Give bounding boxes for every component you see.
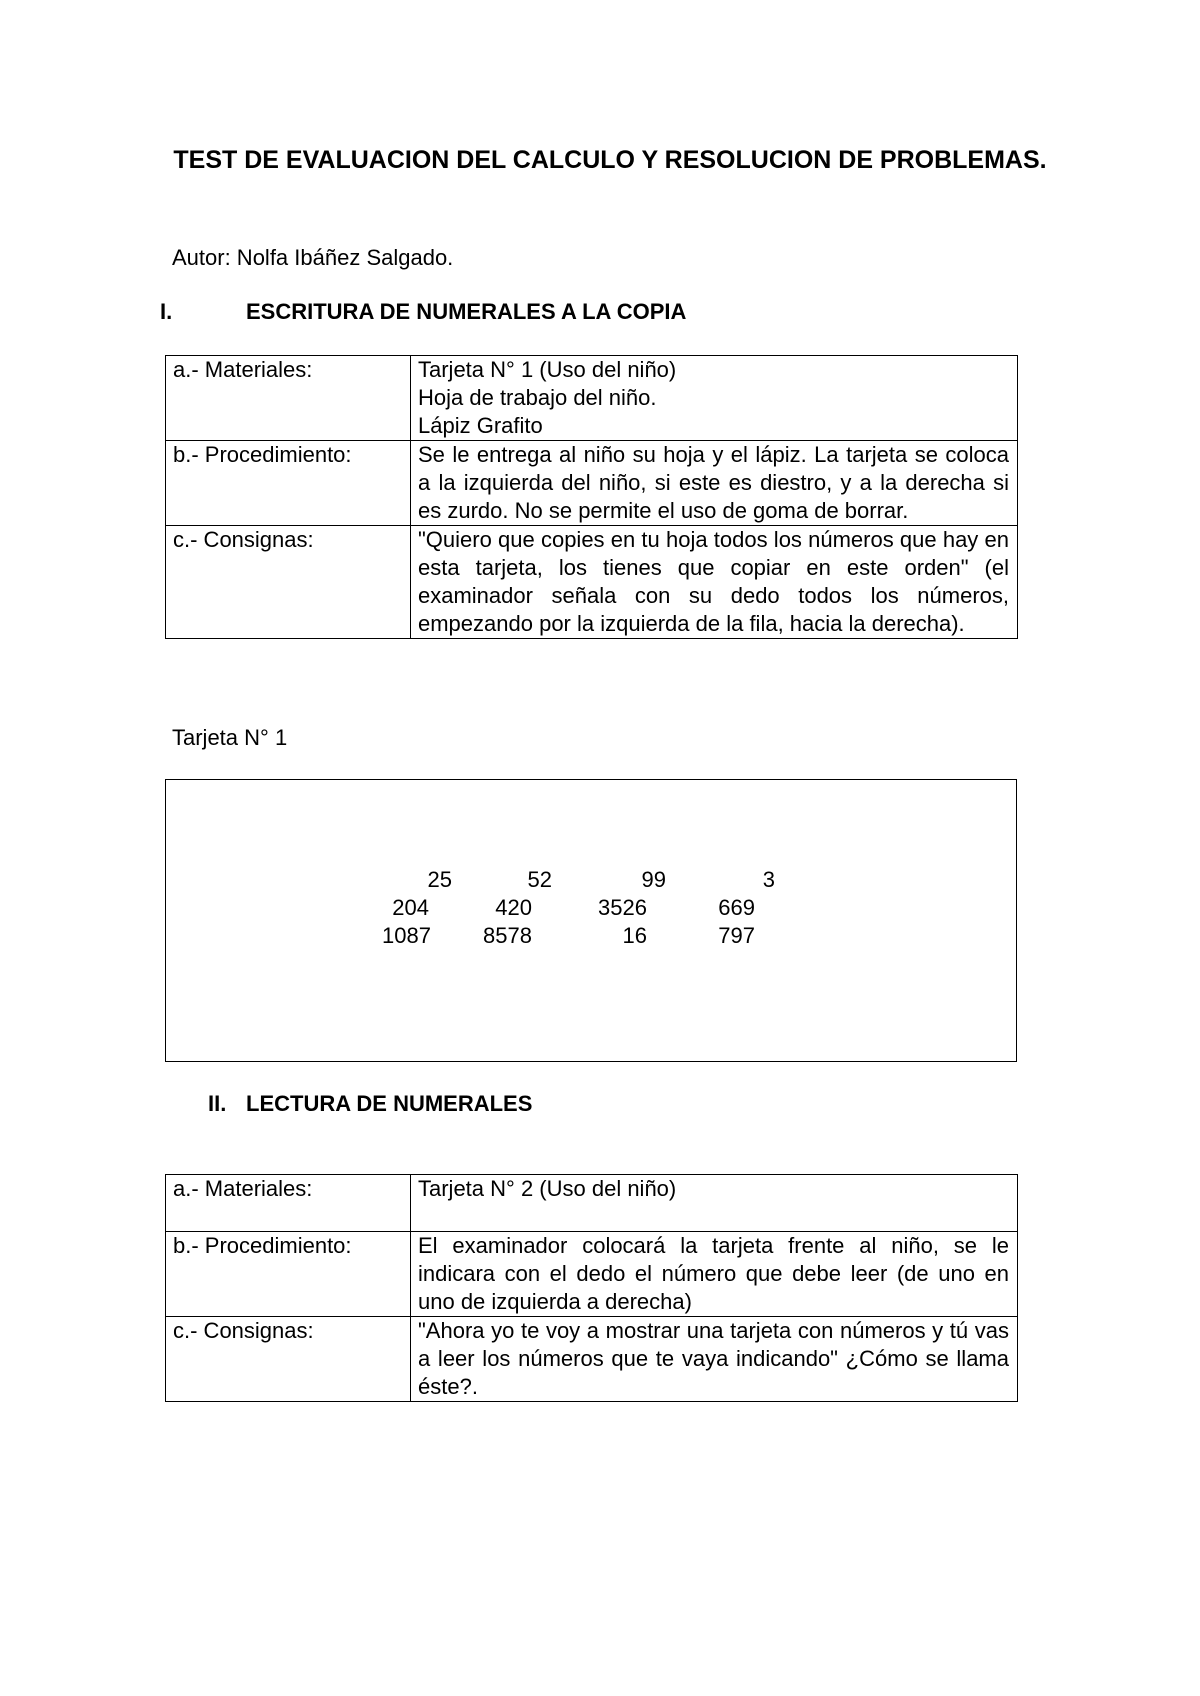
section-1-table <box>165 355 1018 639</box>
table-row <box>166 526 1018 639</box>
procedure-text: El examinador colocará la tarjeta frente al niño, se le indicara con el dedo el número que debe leer (de uno en uno de izquierda a derecha) <box>411 1232 1018 1317</box>
card-number: 669 <box>718 895 755 920</box>
materials-line: Hoja de trabajo del niño. <box>418 385 657 410</box>
row-label: a.- Materiales: <box>166 356 411 441</box>
section-1-number: I. <box>160 299 173 324</box>
card-number: 3 <box>762 867 775 892</box>
row-label: b.- Procedimiento: <box>166 1232 411 1317</box>
materials-line: Tarjeta N° 1 (Uso del niño) <box>418 357 677 382</box>
section-1-title: ESCRITURA DE NUMERALES A LA COPIA <box>246 299 687 324</box>
section-2-number: II. <box>208 1091 227 1116</box>
table-row <box>166 441 1018 526</box>
table-row <box>166 1175 1018 1232</box>
table-row <box>166 1317 1018 1402</box>
number-card <box>165 779 1017 1062</box>
card-label: Tarjeta N° 1 <box>172 725 288 750</box>
procedure-text: Se le entrega al niño su hoja y el lápiz. La tarjeta se coloca a la izquierda del niño, si este es diestro, y a la derecha si es zurdo. No se permite el uso de goma de borrar. <box>411 441 1018 526</box>
page-title: TEST DE EVALUACION DEL CALCULO Y RESOLUCION DE PROBLEMAS. <box>173 146 1047 174</box>
author-line: Autor: Nolfa Ibáñez Salgado. <box>172 245 454 270</box>
instructions-text: "Ahora yo te voy a mostrar una tarjeta con números y tú vas a leer los números que te vaya indicando" ¿Cómo se llama éste?. <box>411 1317 1018 1402</box>
table-row <box>166 356 1018 441</box>
materials-cell <box>411 356 1018 441</box>
row-label: b.- Procedimiento: <box>166 441 411 526</box>
row-label: a.- Materiales: <box>166 1175 411 1232</box>
card-number: 797 <box>718 923 755 948</box>
card-number: 420 <box>495 895 532 920</box>
materials-line: Lápiz Grafito <box>418 413 543 438</box>
section-1-heading <box>160 298 1060 326</box>
row-label: c.- Consignas: <box>166 1317 411 1402</box>
row-label: c.- Consignas: <box>166 526 411 639</box>
section-2-table <box>165 1174 1018 1402</box>
section-2-title: LECTURA DE NUMERALES <box>246 1091 533 1116</box>
card-number: 25 <box>427 867 452 892</box>
card-number: 99 <box>641 867 666 892</box>
card-number: 204 <box>392 895 429 920</box>
table-row <box>166 1232 1018 1317</box>
section-2-heading <box>208 1090 1108 1118</box>
card-number: 3526 <box>598 895 647 920</box>
instructions-text: "Quiero que copies en tu hoja todos los números que hay en esta tarjeta, los tienes que copiar en este orden" (el examinador señala con su dedo todos los números, empezando por la izquierda de la fila, hacia la derecha). <box>411 526 1018 639</box>
card-number: 8578 <box>483 923 532 948</box>
card-number: 16 <box>622 923 647 948</box>
card-number: 1087 <box>382 923 431 948</box>
materials-text: Tarjeta N° 2 (Uso del niño) <box>411 1175 1018 1232</box>
card-number: 52 <box>527 867 552 892</box>
